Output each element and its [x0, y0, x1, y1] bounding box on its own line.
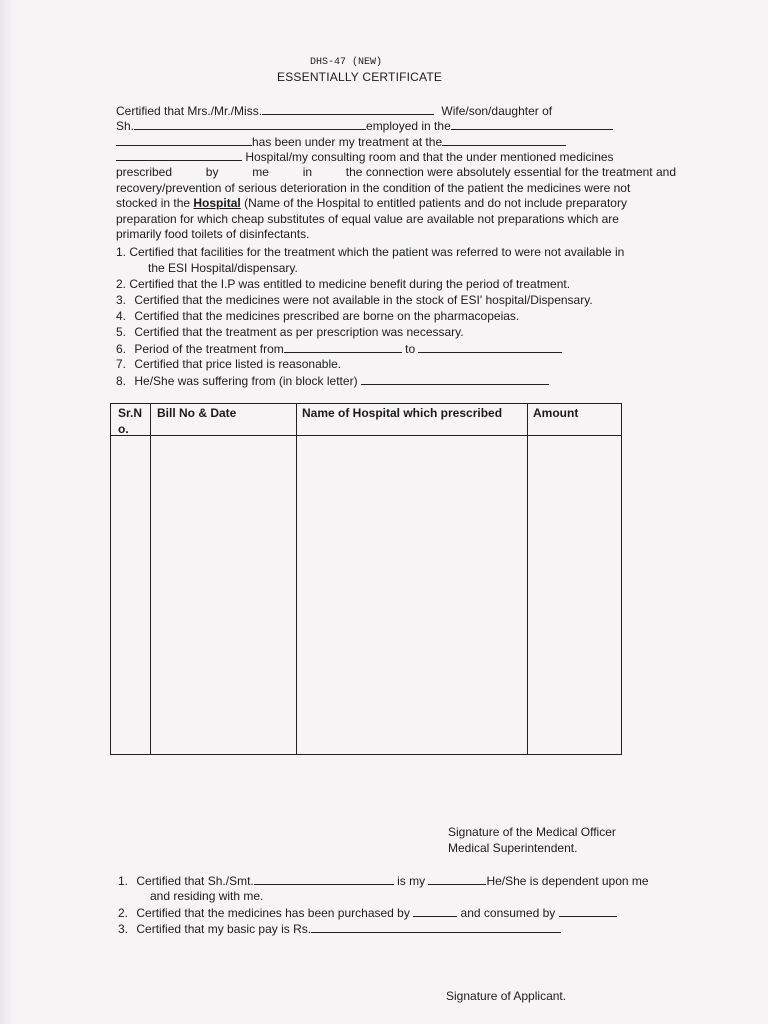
- table-header-divider: [111, 435, 621, 436]
- item-number: 3.: [118, 922, 129, 936]
- applicant-item-1-continued: and residing with me.: [150, 889, 264, 903]
- hospital-blank: [442, 134, 566, 146]
- item-5: [116, 325, 464, 340]
- item-number: 2.: [116, 277, 127, 291]
- scan-edge-shadow: [0, 0, 14, 1024]
- item-text: He/She was suffering from (in block letter): [134, 374, 358, 388]
- basic-pay-blank: [311, 921, 561, 933]
- item-text: Certified that my basic pay is Rs.: [136, 922, 312, 936]
- item-number: 3.: [116, 293, 127, 307]
- item-number: 6.: [116, 342, 127, 356]
- intro-text: Wife/son/daughter of: [441, 104, 553, 118]
- table-column-divider: [150, 404, 151, 754]
- item-text: He/She is dependent upon me: [486, 874, 649, 888]
- dependent-name-blank: [254, 873, 394, 885]
- officer-title-label: Medical Superintendent.: [448, 841, 578, 855]
- hospital-underlined: Hospital: [193, 196, 241, 210]
- intro-text: in: [302, 165, 313, 179]
- applicant-item-3: [118, 921, 561, 937]
- intro-text: Sh.: [116, 119, 135, 133]
- column-header-hospital: Name of Hospital which prescribed: [302, 406, 503, 420]
- intro-line-6: recovery/prevention of serious deterioration in the condition of the patient the medicines were not: [116, 181, 631, 195]
- item-1-continued: the ESI Hospital/dispensary.: [148, 261, 298, 275]
- blank: [116, 134, 252, 146]
- intro-line-2: [116, 118, 613, 134]
- item-6: [116, 341, 562, 357]
- intro-text: has been under my treatment at the: [252, 135, 443, 149]
- item-number: 1.: [118, 874, 129, 888]
- purchased-by-blank: [413, 905, 457, 917]
- intro-text: Certified that Mrs./Mr./Miss.: [116, 104, 263, 118]
- item-8: [116, 373, 549, 389]
- applicant-item-2: [118, 905, 617, 921]
- consumed-by-blank: [559, 905, 617, 917]
- item-number: 5.: [116, 325, 127, 339]
- table-column-divider: [296, 404, 297, 754]
- item-text: Certified that the I.P was entitled to medicine benefit during the period of treatment.: [129, 277, 571, 291]
- item-number: 8.: [116, 374, 127, 388]
- intro-text: by: [205, 165, 219, 179]
- bill-table: [110, 403, 622, 755]
- item-number: 4.: [116, 309, 127, 323]
- column-header-amount: Amount: [533, 406, 579, 420]
- item-1: [116, 245, 624, 260]
- intro-text: me: [252, 165, 269, 179]
- column-header-text: o.: [118, 422, 129, 436]
- table-column-divider: [527, 404, 528, 754]
- intro-text: Hospital/my consulting room and that the under mentioned medicines: [245, 150, 614, 164]
- intro-text: (Name of the Hospital to entitled patients and do not include preparatory: [244, 196, 627, 210]
- illness-blank: [361, 373, 549, 385]
- column-header-bill: Bill No & Date: [157, 406, 237, 420]
- item-number: 2.: [118, 906, 129, 920]
- intro-line-7: [116, 196, 627, 211]
- intro-text: stocked in the: [116, 196, 191, 210]
- item-text: and consumed by: [460, 906, 556, 920]
- item-text: to: [405, 342, 416, 356]
- intro-line-4: [116, 149, 614, 165]
- intro-text: employed in the: [366, 119, 451, 133]
- item-text: Certified that the treatment as per prescription was necessary.: [134, 325, 464, 339]
- intro-line-3: [116, 134, 566, 150]
- column-header-text: Sr.N: [118, 406, 143, 420]
- guardian-name-blank: [134, 118, 366, 130]
- intro-line-5: [116, 165, 676, 180]
- item-text: Certified that the medicines were not available in the stock of ESI' hospital/Dispensary.: [134, 293, 593, 307]
- employer-blank: [451, 118, 613, 130]
- officer-signature-label: Signature of the Medical Officer: [448, 825, 616, 839]
- item-3: [116, 293, 593, 308]
- item-text: Certified that the medicines has been purchased by: [136, 906, 410, 920]
- intro-line-9: primarily food toilets of disinfectants.: [116, 227, 310, 241]
- column-header-sr-no: [118, 405, 142, 437]
- item-text: Certified that price listed is reasonable.: [134, 357, 342, 371]
- item-text: Certified that facilities for the treatment which the patient was referred to were not available in: [129, 245, 625, 259]
- applicant-item-1: [118, 873, 649, 889]
- form-code: DHS-47 (NEW): [310, 57, 383, 68]
- item-2: [116, 277, 570, 292]
- item-number: 7.: [116, 357, 127, 371]
- document-title: ESSENTIALLY CERTIFICATE: [277, 70, 443, 84]
- blank: [116, 149, 242, 161]
- intro-text: the connection were absolutely essential for the treatment and: [345, 165, 676, 179]
- intro-text: prescribed: [116, 165, 173, 179]
- item-7: [116, 357, 341, 372]
- relation-blank: [428, 873, 486, 885]
- item-text: is my: [397, 874, 426, 888]
- item-text: Certified that the medicines prescribed are borne on the pharmacopeias.: [134, 309, 520, 323]
- intro-line-1: [116, 103, 552, 119]
- item-number: 1.: [116, 245, 127, 259]
- item-text: Period of the treatment from: [134, 342, 284, 356]
- patient-name-blank: [262, 103, 434, 115]
- item-text: Certified that Sh./Smt.: [136, 874, 254, 888]
- intro-line-8: preparation for which cheap substitutes of equal value are available not preparations which are: [116, 212, 619, 226]
- period-to-blank: [418, 341, 562, 353]
- item-4: [116, 309, 519, 324]
- period-from-blank: [284, 341, 402, 353]
- applicant-signature-label: Signature of Applicant.: [446, 989, 567, 1003]
